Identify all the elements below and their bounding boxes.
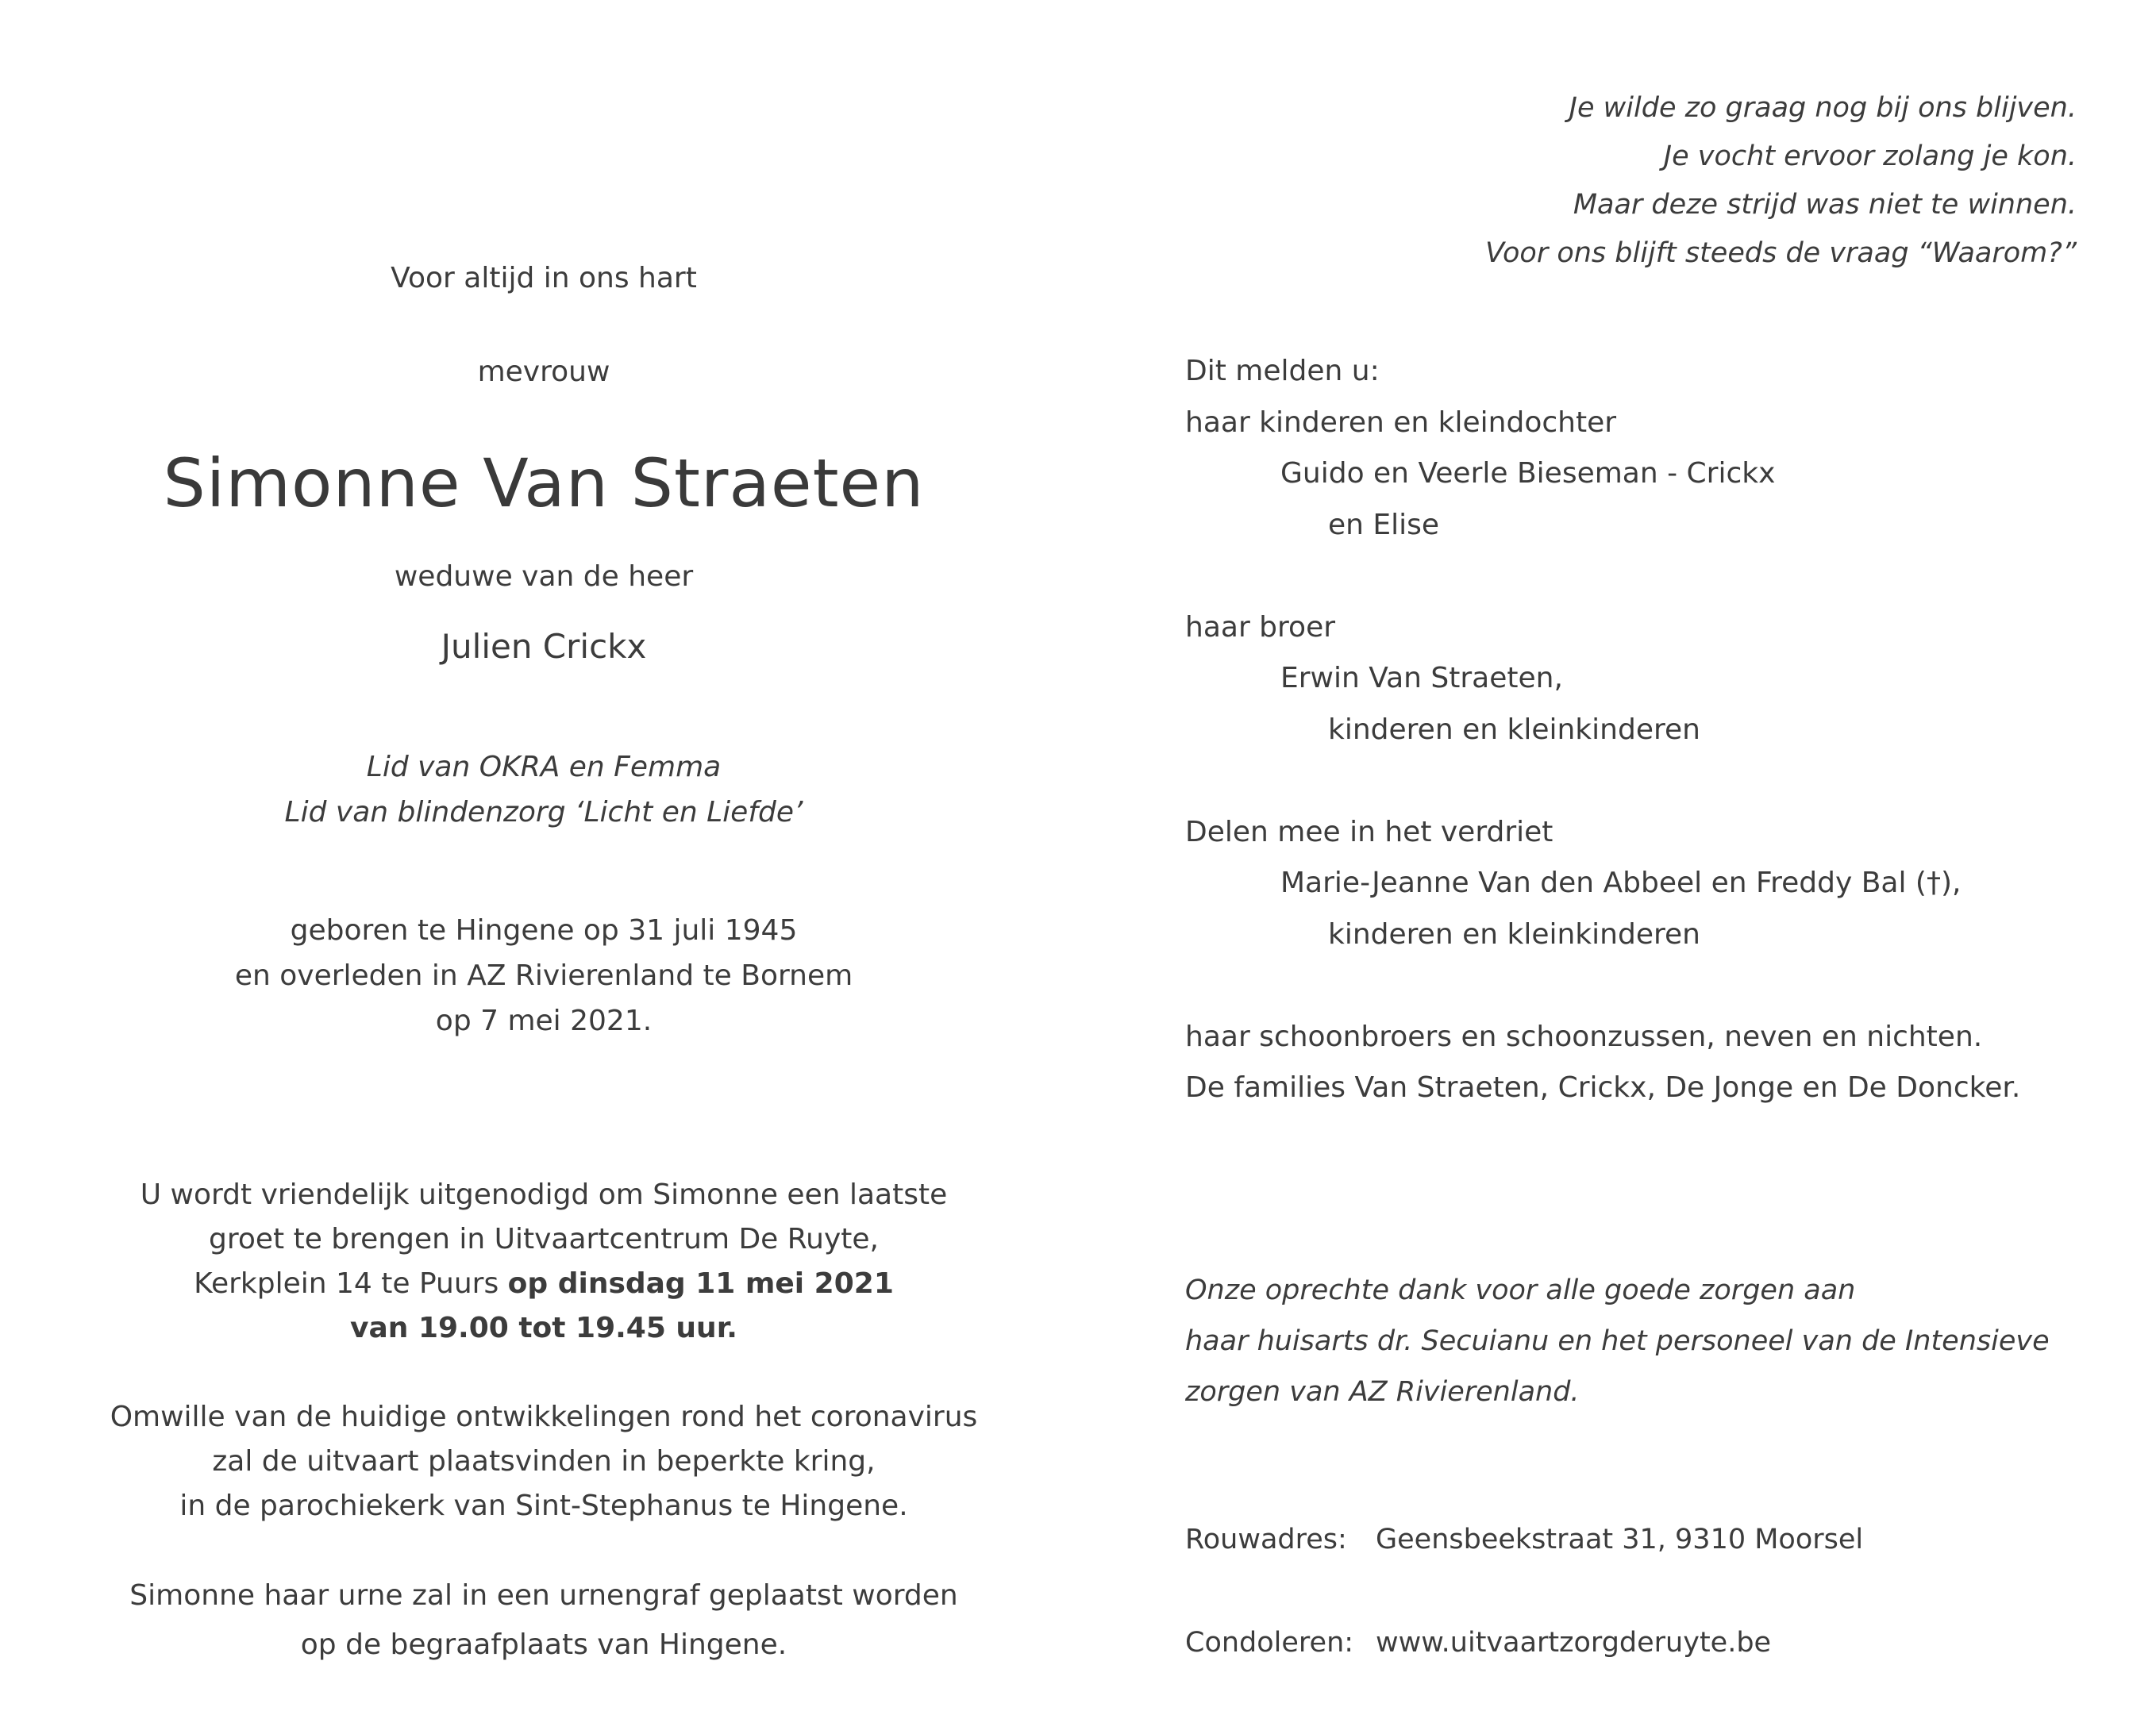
poem-line: Je wilde zo graag nog bij ons blijven.	[1569, 92, 2077, 124]
brother-label: haar broer	[1185, 610, 1336, 644]
condolences	[1185, 1627, 1771, 1659]
memberships	[71, 744, 1016, 835]
spouse-name-text: Julien Crickx	[441, 627, 647, 666]
invitation-line: U wordt vriendelijk uitgenodigd om Simonne een laatste	[140, 1178, 948, 1211]
granddaughter-name: en Elise	[1328, 508, 1440, 541]
in-laws-line: haar schoonbroers en schoonzussen, neven en nichten.	[1185, 1020, 1983, 1053]
address-label: Rouwadres:	[1185, 1524, 1347, 1555]
membership-line: Lid van OKRA en Femma	[366, 751, 722, 783]
poem	[1485, 84, 2077, 278]
mourning-address	[1185, 1524, 1863, 1555]
brother-children: kinderen en kleinkinderen	[1328, 713, 1700, 746]
urn-note-line: Simonne haar urne zal in een urnengraf geplaatst worden	[129, 1579, 958, 1612]
announce-line: Dit melden u:	[1185, 355, 1380, 387]
invitation	[71, 1173, 1016, 1351]
title-label	[71, 356, 1016, 388]
thanks-line: haar huisarts dr. Secuianu en het personeel van de Intensieve	[1185, 1325, 2050, 1357]
children-label: haar kinderen en kleindochter	[1185, 406, 1617, 439]
spacer	[1185, 756, 2020, 807]
funeral-note-line: in de parochiekerk van Sint-Stephanus te Hingene.	[179, 1490, 908, 1522]
spouse-name	[71, 627, 1016, 666]
deceased-name-text: Simonne Van Straeten	[163, 444, 925, 522]
invitation-date: op dinsdag 11 mei 2021	[507, 1267, 894, 1300]
sharing-label: Delen mee in het verdriet	[1185, 815, 1553, 848]
invitation-time: van 19.00 tot 19.45 uur.	[350, 1312, 737, 1344]
children-names: Guido en Veerle Bieseman - Crickx	[1280, 457, 1776, 490]
urn-note	[71, 1571, 1016, 1670]
death-date-line: op 7 mei 2021.	[435, 1005, 653, 1037]
intro-heading	[71, 262, 1016, 294]
title-label-text: mevrouw	[477, 356, 610, 388]
sharing-names: Marie-Jeanne Van den Abbeel en Freddy Bal (†),	[1280, 867, 1962, 899]
funeral-note	[71, 1395, 1016, 1528]
deceased-name	[71, 444, 1016, 522]
condolences-label: Condoleren:	[1185, 1627, 1354, 1659]
life-dates	[71, 908, 1016, 1044]
sharing-children: kinderen en kleinkinderen	[1328, 917, 1700, 951]
invitation-line	[71, 1262, 1016, 1306]
membership-line: Lid van blindenzorg ‘Licht en Liefde’	[284, 796, 803, 829]
poem-line: Voor ons blijft steeds de vraag “Waarom?”	[1485, 237, 2077, 269]
thanks-note	[1185, 1265, 2050, 1417]
birth-line: geboren te Hingene op 31 juli 1945	[290, 914, 798, 947]
widow-label-text: weduwe van de heer	[394, 560, 694, 593]
poem-line: Je vocht ervoor zolang je kon.	[1663, 140, 2077, 172]
condolences-link[interactable]: www.uitvaartzorgderuyte.be	[1376, 1627, 1772, 1659]
invitation-line: groet te brengen in Uitvaartcentrum De Ruyte,	[209, 1223, 879, 1255]
thanks-line: zorgen van AZ Rivierenland.	[1185, 1376, 1580, 1408]
spacer	[1185, 551, 2020, 602]
brother-name: Erwin Van Straeten,	[1280, 662, 1563, 694]
death-place-line: en overleden in AZ Rivierenland te Bornem	[234, 959, 853, 992]
spacer	[1185, 960, 2020, 1012]
widow-label	[71, 560, 1016, 593]
intro-heading-text: Voor altijd in ons hart	[391, 262, 697, 294]
urn-note-line: op de begraafplaats van Hingene.	[300, 1628, 787, 1661]
family-announcement	[1185, 346, 2020, 1114]
funeral-note-line: Omwille van de huidige ontwikkelingen rond het coronavirus	[110, 1401, 978, 1433]
poem-line: Maar deze strijd was niet te winnen.	[1573, 189, 2077, 221]
invitation-address: Kerkplein 14 te Puurs	[194, 1267, 508, 1300]
funeral-note-line: zal de uitvaart plaatsvinden in beperkte kring,	[212, 1445, 876, 1478]
thanks-line: Onze oprechte dank voor alle goede zorgen aan	[1185, 1275, 1856, 1306]
families-line: De families Van Straeten, Crickx, De Jonge en De Doncker.	[1185, 1071, 2021, 1104]
address-value: Geensbeekstraat 31, 9310 Moorsel	[1376, 1524, 1864, 1555]
